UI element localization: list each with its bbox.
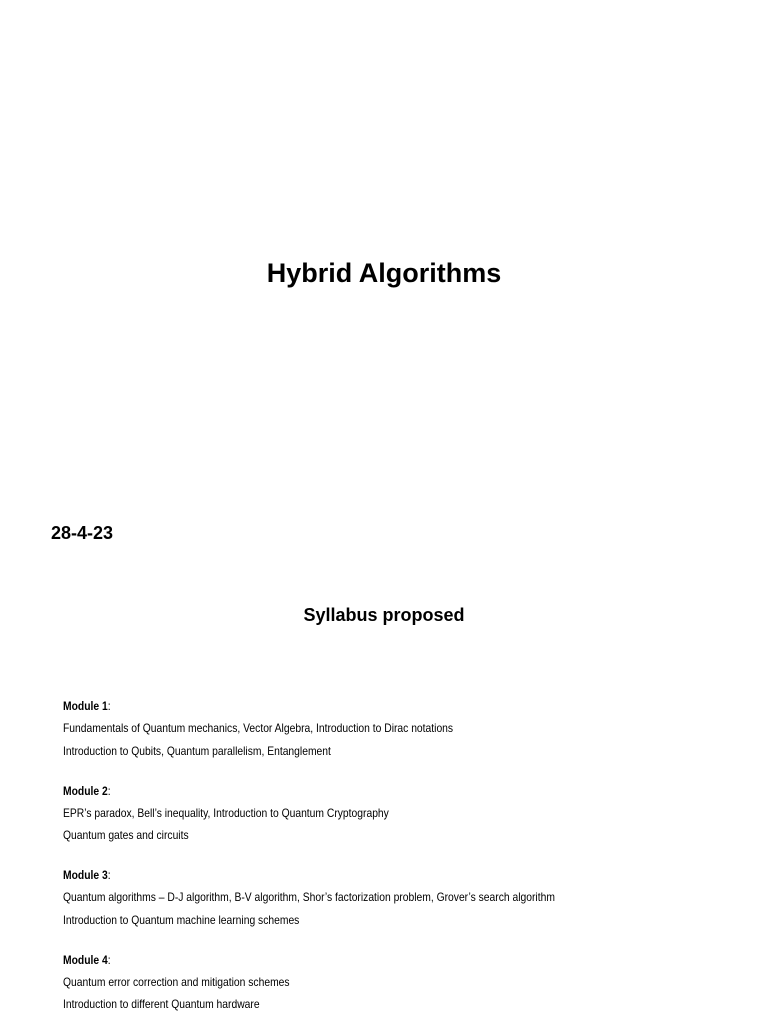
module-label-suffix: : (107, 699, 111, 713)
module-topic-line: Quantum gates and circuits (63, 828, 189, 842)
module-label-suffix: : (107, 952, 111, 967)
module-heading (63, 697, 648, 715)
module-heading (63, 951, 648, 969)
module-4 (63, 951, 743, 1014)
section-heading-syllabus: Syllabus proposed (303, 605, 465, 625)
module-label-suffix: : (107, 868, 111, 882)
module-2 (63, 782, 743, 845)
module-heading (63, 782, 648, 800)
module-topic-line: Fundamentals of Quantum mechanics, Vector Algebra, Introduction to Dirac notations (63, 721, 454, 735)
document-title: Hybrid Algorithms (266, 258, 502, 288)
module-1 (63, 697, 743, 760)
module-3 (63, 866, 743, 929)
module-topic-line: Introduction to different Quantum hardware (63, 997, 260, 1011)
module-label-suffix: : (107, 783, 111, 798)
module-topic-line: Introduction to Qubits, Quantum parallelism, Entanglement (63, 743, 331, 758)
module-label: Module 1 (63, 699, 108, 713)
document-date: 28-4-23 (51, 523, 114, 543)
module-list (63, 697, 743, 1035)
module-topic-line: Quantum algorithms – D-J algorithm, B-V algorithm, Shor’s factorization problem, Grover’s search algorithm (63, 890, 555, 904)
module-label: Module 2 (63, 783, 108, 798)
module-topic-line: Quantum error correction and mitigation schemes (63, 974, 290, 989)
module-topic-line: EPR’s paradox, Bell’s inequality, Introduction to Quantum Cryptography (63, 805, 389, 820)
module-topic-line: Introduction to Quantum machine learning schemes (63, 912, 300, 927)
module-heading (63, 866, 648, 884)
module-label: Module 4 (63, 952, 108, 967)
module-label: Module 3 (63, 868, 108, 882)
